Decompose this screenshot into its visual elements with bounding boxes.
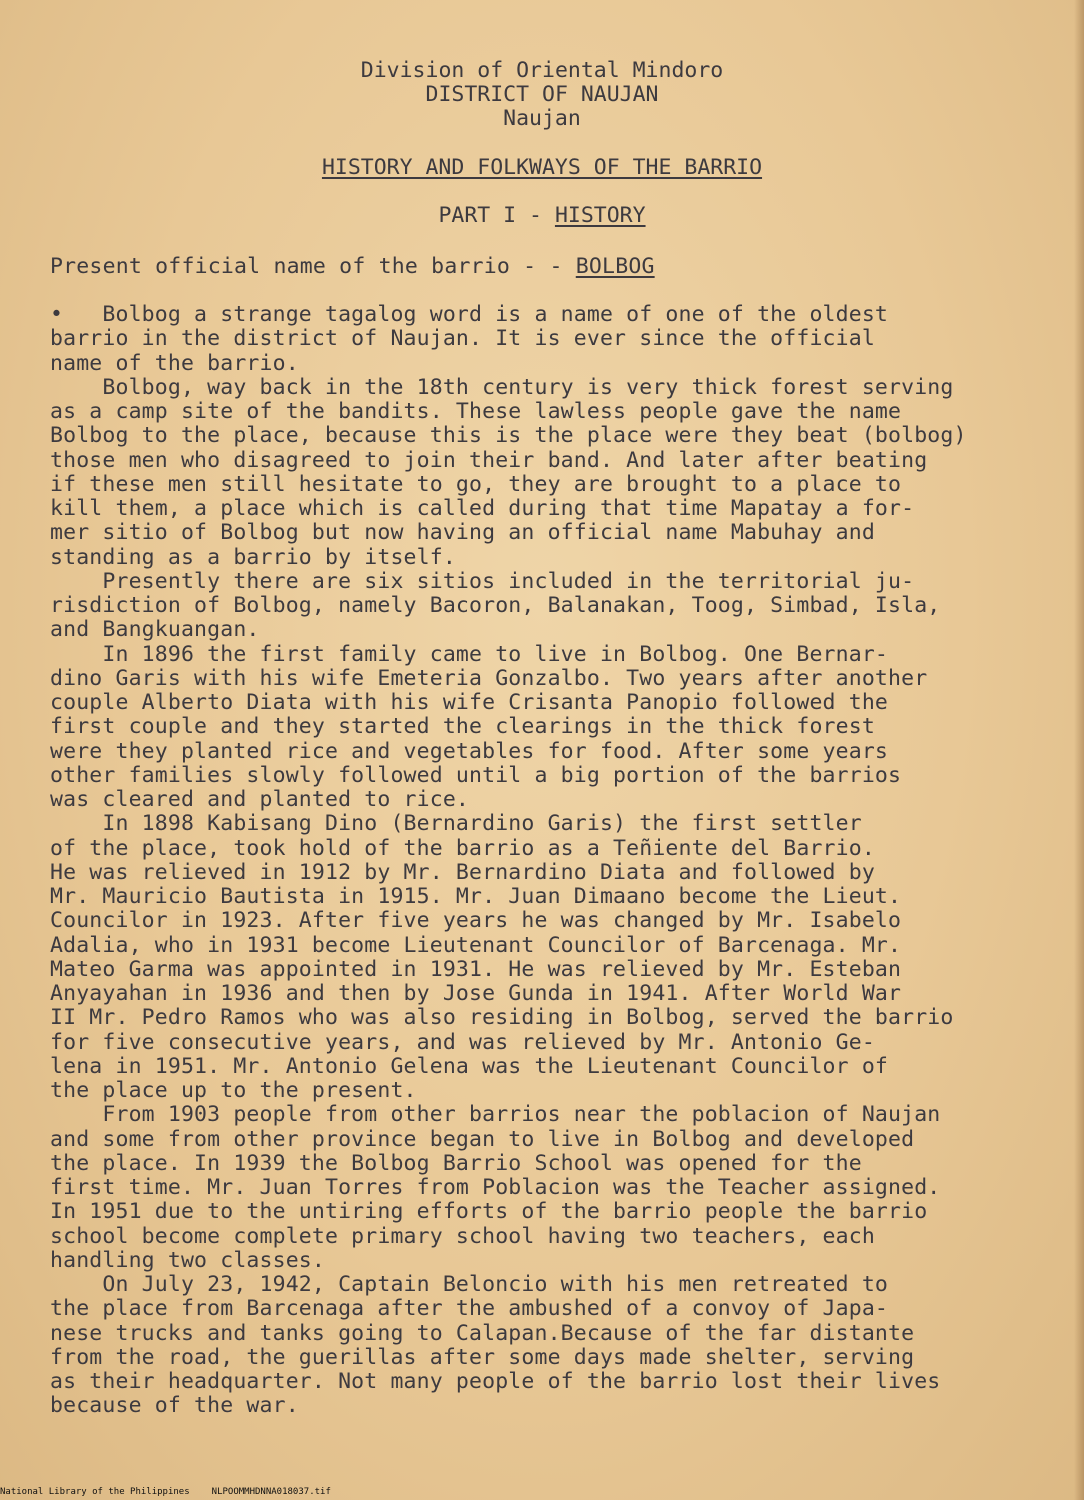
body-line: Mateo Garma was appointed in 1931. He was relieved by Mr. Esteban bbox=[50, 956, 902, 982]
official-name-label: Present official name of the barrio - - bbox=[50, 254, 576, 279]
body-line: if these men still hesitate to go, they are brought to a place to bbox=[50, 471, 902, 497]
body-line: From 1903 people from other barrios near the poblacion of Naujan bbox=[50, 1102, 941, 1128]
body-line: first couple and they started the clearings in the thick forest bbox=[50, 714, 875, 740]
body-line: barrio in the district of Naujan. It is ever since the official bbox=[50, 326, 875, 352]
body-line: standing as a barrio by itself. bbox=[50, 544, 456, 570]
body-line: kill them, a place which is called during that time Mapatay a for- bbox=[50, 496, 915, 521]
body-line: Adalia, who in 1931 become Lieutenant Councilor of Barcenaga. Mr. bbox=[50, 932, 902, 958]
body-line: Anyayahan in 1936 and then by Jose Gunda in 1941. After World War bbox=[50, 981, 902, 1006]
footer bbox=[0, 1487, 353, 1497]
document-title: HISTORY AND FOLKWAYS OF THE BARRIO bbox=[321, 155, 763, 180]
body-line: school become complete primary school having two teachers, each bbox=[50, 1223, 875, 1249]
body-line: first time. Mr. Juan Torres from Poblacion was the Teacher assigned. bbox=[50, 1175, 941, 1200]
part-heading bbox=[0, 203, 1084, 228]
body-line: risdiction of Bolbog, namely Bacoron, Balanakan, Toog, Simbad, Isla, bbox=[50, 593, 941, 618]
body-line: other families slowly followed until a big portion of the barrios bbox=[50, 762, 902, 788]
body-line: name of the barrio. bbox=[50, 350, 299, 376]
body-line: lena in 1951. Mr. Antonio Gelena was the Lieutenant Councilor of bbox=[50, 1053, 889, 1079]
body-line: In 1951 due to the untiring efforts of the barrio people the barrio bbox=[50, 1199, 928, 1225]
part-prefix: PART I - bbox=[438, 203, 555, 228]
footer-library: National Library of the Philippines bbox=[0, 1487, 190, 1497]
body-line: dino Garis with his wife Emeteria Gonzalbo. Two years after another bbox=[50, 665, 928, 691]
body-line: were they planted rice and vegetables for food. After some years bbox=[50, 738, 889, 764]
body-line: handling two classes. bbox=[50, 1247, 325, 1273]
body-line: In 1898 Kabisang Dino (Bernardino Garis) the first settler bbox=[50, 811, 862, 837]
body-line: II Mr. Pedro Ramos who was also residing in Bolbog, served the barrio bbox=[50, 1005, 954, 1031]
body-line: He was relieved in 1912 by Mr. Bernardino Diata and followed by bbox=[50, 859, 875, 885]
body-line: Bolbog to the place, because this is the place were they beat (bolbog) bbox=[50, 423, 967, 449]
body-line: In 1896 the first family came to live in Bolbog. One Bernar- bbox=[50, 641, 889, 667]
history-body-text bbox=[50, 303, 1080, 1419]
division-heading: Division of Oriental Mindoro bbox=[360, 58, 724, 83]
body-line: the place from Barcenaga after the ambushed of a convoy of Japa- bbox=[50, 1296, 889, 1322]
body-line: because of the war. bbox=[50, 1393, 299, 1419]
part-title: HISTORY bbox=[554, 203, 646, 228]
body-line: the place up to the present. bbox=[50, 1078, 417, 1103]
body-line: Presently there are six sitios included in the territorial ju- bbox=[50, 568, 915, 594]
body-line: mer sitio of Bolbog but now having an official name Mabuhay and bbox=[50, 520, 875, 546]
body-line: those men who disagreed to join their band. And later after beating bbox=[50, 447, 928, 473]
body-line: was cleared and planted to rice. bbox=[50, 787, 470, 812]
body-line: • Bolbog a strange tagalog word is a name of one of the oldest bbox=[50, 302, 889, 327]
body-line: Mr. Mauricio Bautista in 1915. Mr. Juan Dimaano become the Lieut. bbox=[50, 884, 902, 909]
body-line: as their headquarter. Not many people of the barrio lost their lives bbox=[50, 1369, 941, 1394]
body-line: couple Alberto Diata with his wife Crisanta Panopio followed the bbox=[50, 690, 889, 715]
town-heading: Naujan bbox=[503, 106, 581, 131]
official-name-value: BOLBOG bbox=[575, 254, 655, 279]
body-line: from the road, the guerillas after some days made shelter, serving bbox=[50, 1344, 915, 1370]
footer-file-id: NLPOOMMHDNNA018037.tif bbox=[211, 1487, 331, 1497]
body-line: the place. In 1939 the Bolbog Barrio School was opened for the bbox=[50, 1150, 862, 1176]
body-line: nese trucks and tanks going to Calapan.Because of the far distante bbox=[50, 1320, 915, 1346]
body-line: for five consecutive years, and was relieved by Mr. Antonio Ge- bbox=[50, 1029, 875, 1055]
official-name-line bbox=[50, 254, 655, 279]
body-line: and Bangkuangan. bbox=[50, 617, 260, 643]
body-line: On July 23, 1942, Captain Beloncio with his men retreated to bbox=[50, 1272, 889, 1297]
body-line: Bolbog, way back in the 18th century is very thick forest serving bbox=[50, 374, 954, 400]
body-line: of the place, took hold of the barrio as a Teñiente del Barrio. bbox=[50, 835, 875, 861]
body-line: as a camp site of the bandits. These lawless people gave the name bbox=[50, 399, 902, 424]
body-line: and some from other province began to live in Bolbog and developed bbox=[50, 1126, 915, 1152]
body-line: Councilor in 1923. After five years he was changed by Mr. Isabelo bbox=[50, 908, 902, 934]
district-heading: DISTRICT OF NAUJAN bbox=[425, 82, 659, 107]
